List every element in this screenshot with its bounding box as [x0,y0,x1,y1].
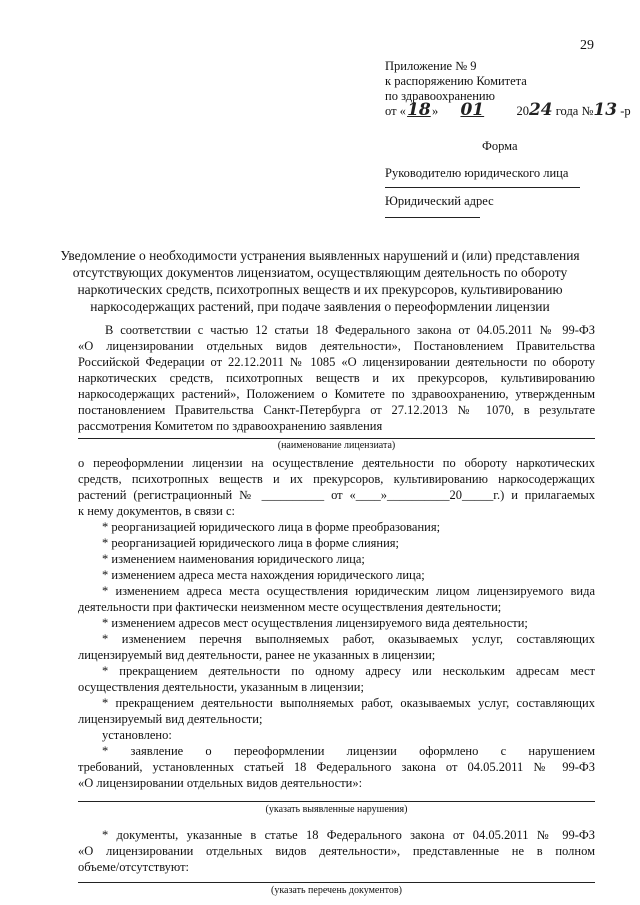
reissue-line-4: к нему документов, в связи с: [78,504,235,518]
order-number: 13 [593,100,618,120]
licensee-name-line [78,438,595,439]
intro-line-1: В соответствии с частью 12 статьи 18 Федерального закона от 04.05.2011 № 99-ФЗ [105,323,595,337]
date-prefix: от « [385,104,406,118]
violation-line-1: * заявление о переоформлении лицензии оформлено с нарушением [102,744,595,758]
reissue-line-3: растений (регистрационный № __________ от «____»__________20_____г.) и прилагаемых [78,488,595,502]
order-number-suffix: -р [620,104,631,118]
list-item: * изменением адреса места нахождения юридического лица; [102,568,425,582]
date-day: 18 [407,100,431,120]
violation-line-2: требований, установленных статьей 18 Федерального закона от 04.05.2011 № 99-ФЗ [78,760,595,774]
addressee-head: Руководителю юридического лица [385,166,569,180]
year-suffix: 24 [528,100,553,120]
title-line-2: отсутствующих документов лицензиатом, осуществляющим деятельность по обороту [72,265,568,280]
list-item: * изменением адресов мест осуществления лицензируемого вида деятельности; [102,616,528,630]
date-month: 01 [460,100,485,120]
violations-line [78,801,595,802]
appendix-date-line [385,102,631,119]
documents-line-3: объеме/отсутствуют: [78,860,190,874]
intro-line-6: постановлением Правительства Санкт-Петербурга от 27.12.2013 № 1070, в результате [78,403,595,417]
intro-line-7: рассмотрения Комитетом по здравоохранению заявления [78,419,383,433]
list-item-cont: осуществления деятельности, указанным в лицензии; [78,680,364,694]
list-item-cont: лицензируемый вид деятельности, ранее не указанных в лицензии; [78,648,436,662]
date-mid: » [431,104,439,118]
list-item-cont: лицензируемый вид деятельности; [78,712,263,726]
documents-line-2: «О лицензировании отдельных видов деятельности», представленные не в полном [78,844,595,858]
list-item: * изменением наименования юридического лица; [102,552,365,566]
licensee-caption: (наименование лицензиата) [277,440,396,451]
title-line-4: наркосодержащих растений, при подаче заявления о переоформлении лицензии [90,299,550,314]
violation-line-3: «О лицензировании отдельных видов деятельности»: [78,776,363,790]
intro-line-3: Российской Федерации от 22.12.2011 № 1085 «О лицензировании деятельности по обороту [78,355,595,369]
documents-line-1: * документы, указанные в статье 18 Федерального закона от 04.05.2011 № 99-ФЗ [102,828,595,842]
list-item: * прекращением деятельности по одному адресу или нескольким адресам мест [102,664,595,678]
list-item-cont: деятельности при фактически неизменном месте осуществления деятельности; [78,600,502,614]
addressee-line [385,187,580,188]
reissue-line-1: о переоформлении лицензии на осуществление деятельности по обороту наркотических [78,456,595,470]
addressee-address: Юридический адрес [385,194,494,208]
title-line-3: наркотических средств, психотропных веществ и их прекурсоров, культивированию [77,282,563,297]
year-prefix: 20 [516,104,529,118]
list-item: * реорганизацией юридического лица в форме слияния; [102,536,399,550]
established-label: установлено: [102,728,172,742]
address-line [385,217,480,218]
list-item: * реорганизацией юридического лица в форме преобразования; [102,520,441,534]
intro-line-2: «О лицензировании отдельных видов деятельности», Постановлением Правительства [78,339,595,353]
violations-caption: (указать выявленные нарушения) [265,804,408,815]
reissue-line-2: средств, психотропных веществ и их прекурсоров, культивированию наркосодержащих [78,472,595,486]
appendix-line-1: Приложение № 9 [385,59,477,73]
appendix-line-2: к распоряжению Комитета [385,74,527,88]
form-label: Форма [482,139,518,153]
title-line-1: Уведомление о необходимости устранения выявленных нарушений и (или) представления [60,248,580,263]
documents-line [78,882,595,883]
page-number: 29 [580,38,594,53]
appendix-line-3: по здравоохранению [385,89,495,103]
documents-caption: (указать перечень документов) [271,885,402,896]
intro-line-4: наркотических средств, психотропных веществ и их прекурсоров, культивированию [78,371,595,385]
intro-line-5: наркосодержащих растений», Положением о Комитете по здравоохранению, утвержденным [78,387,595,401]
list-item: * прекращением деятельности выполняемых работ, оказываемых услуг, составляющих [102,696,595,710]
list-item: * изменением адреса места осуществления юридическим лицом лицензируемого вида [102,584,595,598]
list-item: * изменением перечня выполняемых работ, оказываемых услуг, составляющих [102,632,595,646]
year-word: года № [555,104,594,118]
